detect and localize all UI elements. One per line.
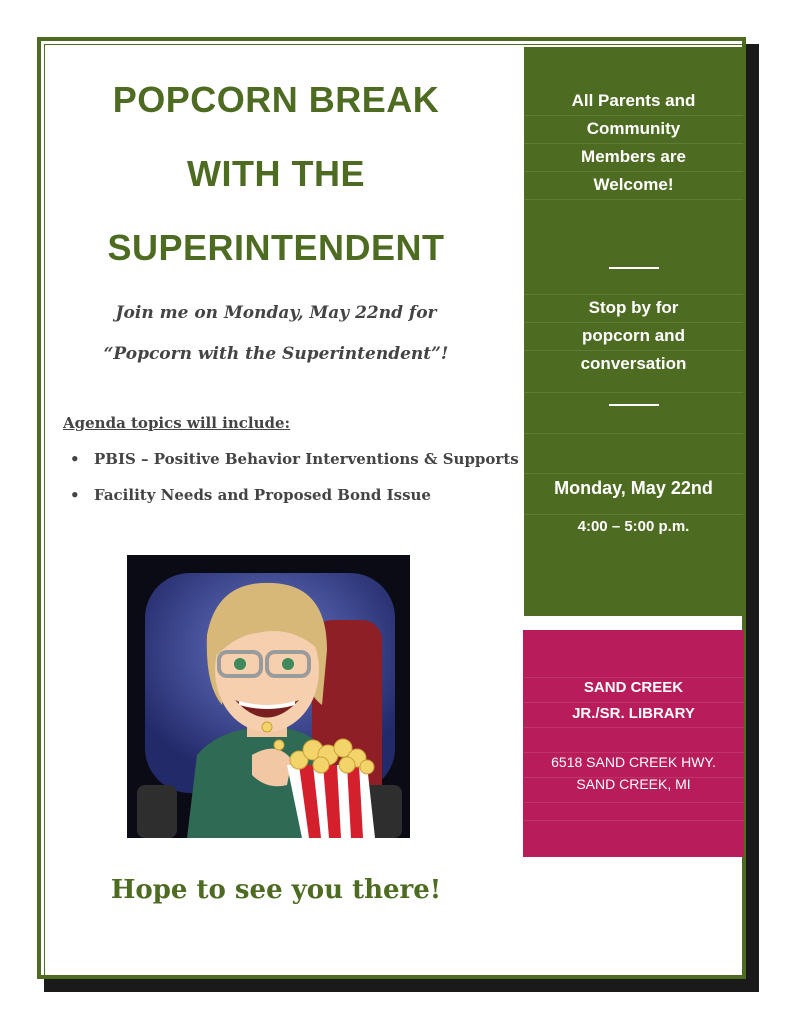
panel-rule — [523, 802, 744, 803]
panel-rule — [524, 433, 743, 434]
welcome-line-3: Members are — [581, 147, 686, 166]
address-line-2: SAND CREEK, MI — [576, 776, 691, 792]
divider-dash — [609, 404, 659, 406]
panel-rule — [524, 350, 743, 351]
panel-rule — [524, 199, 743, 200]
address-line-1: 6518 SAND CREEK HWY. — [551, 754, 716, 770]
event-info-panel — [524, 47, 743, 616]
agenda-item — [70, 486, 431, 504]
location-name-line-1: SAND CREEK — [583, 679, 684, 696]
stop-line-2: popcorn and — [582, 326, 685, 345]
panel-rule — [524, 294, 743, 295]
panel-rule — [523, 677, 744, 678]
event-date: Monday, May 22nd — [554, 478, 713, 498]
stop-line-3: conversation — [580, 354, 687, 373]
agenda-item — [70, 450, 519, 468]
panel-rule — [523, 752, 744, 753]
panel-rule — [524, 115, 743, 116]
panel-rule — [524, 143, 743, 144]
location-name-line-2: JR./SR. LIBRARY — [572, 705, 695, 722]
stop-line-1: Stop by for — [588, 298, 679, 317]
welcome-line-2: Community — [586, 119, 681, 138]
bullet-icon: • — [70, 486, 80, 504]
panel-rule — [524, 171, 743, 172]
panel-rule — [523, 727, 744, 728]
location-panel — [523, 630, 744, 857]
bullet-icon: • — [70, 450, 80, 468]
title-line-3: SUPERINTENDENT — [107, 227, 445, 268]
agenda-item-text: PBIS – Positive Behavior Interventions & Supports — [94, 450, 519, 468]
agenda-heading: Agenda topics will include: — [63, 414, 291, 432]
welcome-line-4: Welcome! — [593, 175, 674, 194]
panel-rule — [524, 514, 743, 515]
closing-message: Hope to see you there! — [110, 875, 442, 905]
agenda-item-text: Facility Needs and Proposed Bond Issue — [94, 486, 431, 504]
panel-rule — [523, 702, 744, 703]
superintendent-avatar-image — [127, 555, 410, 838]
welcome-line-1: All Parents and — [571, 91, 696, 110]
panel-rule — [523, 820, 744, 821]
title-line-2: WITH THE — [187, 153, 365, 194]
invite-line-1: Join me on Monday, May 22nd for — [115, 303, 437, 323]
invite-line-2: “Popcorn with the Superintendent”! — [103, 344, 449, 364]
panel-rule — [524, 392, 743, 393]
divider-dash — [609, 267, 659, 269]
title-line-1: POPCORN BREAK — [112, 79, 440, 120]
panel-rule — [524, 473, 743, 474]
panel-rule — [524, 322, 743, 323]
event-time: 4:00 – 5:00 p.m. — [577, 518, 690, 535]
